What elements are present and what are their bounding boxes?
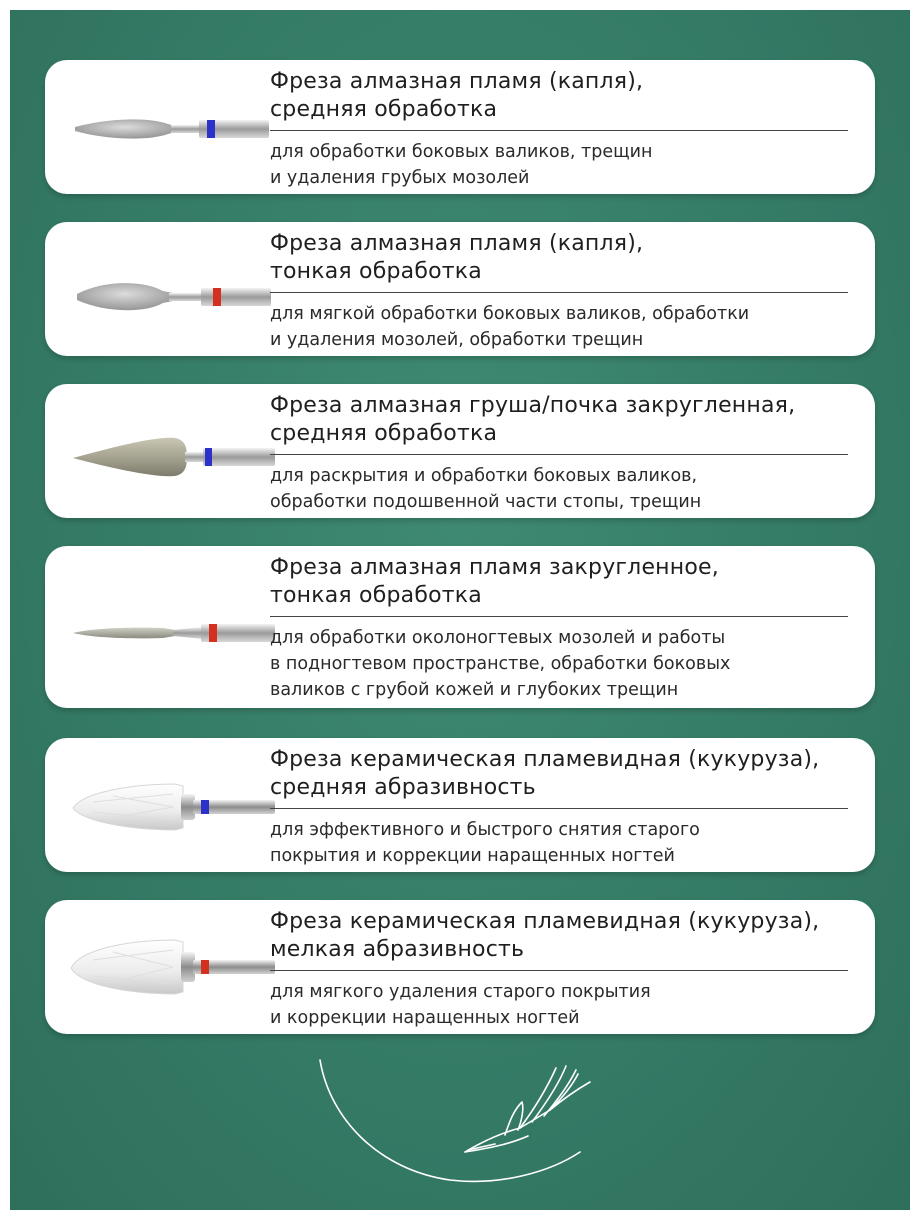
card-title-line-1: Фреза керамическая пламевидная (кукуруза), <box>270 909 820 934</box>
card-description-line-1: для обработки боковых валиков, трещин <box>270 142 653 162</box>
color-band <box>207 120 215 138</box>
page-background <box>10 10 910 1210</box>
divider <box>270 970 848 971</box>
color-band <box>201 800 209 814</box>
card-title-line-2: средняя обработка <box>270 421 498 446</box>
card-description-line-2: и удаления грубых мозолей <box>270 168 530 188</box>
card-description-line-2: обработки подошвенной части стопы, трещин <box>270 492 702 512</box>
product-card-flame-drop-fine <box>45 222 875 356</box>
card-description-line-2: покрытия и коррекции наращенных ногтей <box>270 846 675 866</box>
product-card-pear-rounded-medium <box>45 384 875 518</box>
card-description-line-2: и удаления мозолей, обработки трещин <box>270 330 644 350</box>
card-description-line-1: для раскрытия и обработки боковых валиков, <box>270 466 698 486</box>
card-description-line-2: в подногтевом пространстве, обработки боковых <box>270 654 731 674</box>
card-title-line-2: средняя обработка <box>270 97 498 122</box>
card-title-line-1: Фреза алмазная пламя (капля), <box>270 231 644 256</box>
card-title-line-1: Фреза алмазная пламя (капля), <box>270 69 644 94</box>
color-band <box>213 288 221 306</box>
card-description-line-2: и коррекции наращенных ногтей <box>270 1008 580 1028</box>
card-title-line-1: Фреза алмазная груша/почка закругленная, <box>270 393 796 418</box>
card-title-line-1: Фреза алмазная пламя закругленное, <box>270 555 719 580</box>
ceramic-corn-bit-icon <box>63 772 288 842</box>
divider <box>270 292 848 293</box>
card-description-line-3: валиков с грубой кожей и глубоких трещин <box>270 680 679 700</box>
pear-cone-bit-icon <box>63 422 288 492</box>
card-title-line-2: тонкая обработка <box>270 259 482 284</box>
card-title-line-1: Фреза керамическая пламевидная (кукуруза), <box>270 747 820 772</box>
card-title-line-2: мелкая абразивность <box>270 937 525 962</box>
hand-line-art-icon <box>300 1040 620 1200</box>
product-card-flame-drop-medium <box>45 60 875 194</box>
card-title-line-2: тонкая обработка <box>270 583 482 608</box>
ceramic-corn-bit-icon <box>63 932 288 1002</box>
card-description-line-1: для эффективного и быстрого снятия старого <box>270 820 700 840</box>
color-band <box>209 624 217 642</box>
divider <box>270 616 848 617</box>
flame-drop-bit-icon <box>63 262 288 332</box>
card-description-line-1: для мягкого удаления старого покрытия <box>270 982 651 1002</box>
color-band <box>201 960 209 974</box>
divider <box>270 808 848 809</box>
product-card-flame-rounded-fine <box>45 546 875 708</box>
product-card-ceramic-corn-fine <box>45 900 875 1034</box>
card-title-line-2: средняя абразивность <box>270 775 536 800</box>
color-band <box>205 448 212 466</box>
card-description-line-1: для обработки околоногтевых мозолей и работы <box>270 628 726 648</box>
product-card-ceramic-corn-medium <box>45 738 875 872</box>
divider <box>270 454 848 455</box>
divider <box>270 130 848 131</box>
thin-needle-bit-icon <box>63 598 288 668</box>
flame-drop-bit-icon <box>63 94 288 164</box>
card-description-line-1: для мягкой обработки боковых валиков, обработки <box>270 304 750 324</box>
